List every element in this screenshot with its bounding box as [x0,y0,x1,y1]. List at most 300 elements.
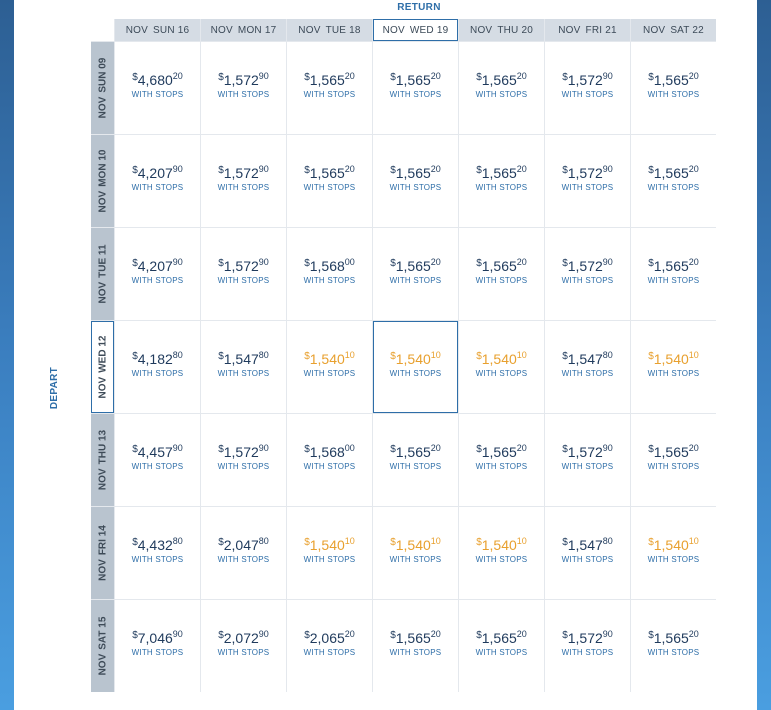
stops-label: WITH STOPS [217,554,270,564]
fare-cell[interactable] [545,135,630,227]
depart-date-label [97,231,108,317]
price-currency: $ [648,71,654,83]
fare-cell[interactable] [631,507,716,599]
fare-cell[interactable] [287,228,372,320]
fare-cell[interactable] [631,600,716,692]
fare-price [132,351,183,368]
fare-cell[interactable] [287,414,372,506]
fare-price [304,537,355,554]
return-day: TUE 18 [325,24,361,36]
fare-cell[interactable] [373,414,458,506]
price-dollars: 4,182 [137,350,173,367]
price-cents: 90 [602,163,613,174]
fare-cell[interactable] [373,135,458,227]
stops-label: WITH STOPS [131,368,184,378]
price-cents: 20 [430,163,441,174]
price-dollars: 1,565 [395,257,431,274]
price-cents: 80 [602,535,613,546]
price-currency: $ [304,257,310,269]
stops-label: WITH STOPS [303,89,356,99]
price-cents: 90 [258,163,269,174]
price-cents: 90 [258,442,269,453]
depart-date-header[interactable] [91,228,114,320]
depart-day: MON 10 [97,149,108,187]
price-dollars: 4,207 [137,257,173,274]
fare-cell[interactable] [545,414,630,506]
return-date-header[interactable] [545,19,630,41]
price-currency: $ [132,71,138,83]
return-axis-label: RETURN [397,2,441,13]
depart-date-header[interactable] [91,321,114,413]
fare-price [132,444,183,461]
depart-month: NOV [97,190,108,213]
stops-label: WITH STOPS [303,368,356,378]
price-currency: $ [476,257,482,269]
stops-label: WITH STOPS [475,182,528,192]
fare-price [562,444,613,461]
return-date-header[interactable] [287,19,372,41]
price-currency: $ [304,164,310,176]
price-dollars: 1,540 [395,350,431,367]
fare-cell[interactable] [287,507,372,599]
fare-price [304,630,355,647]
fare-cell[interactable] [287,321,372,413]
depart-date-header[interactable] [91,135,114,227]
fare-cell[interactable] [459,414,544,506]
fare-cell[interactable] [201,507,286,599]
fare-price [648,258,699,275]
stops-label: WITH STOPS [561,89,614,99]
fare-price [476,537,527,554]
price-cents: 80 [258,535,269,546]
price-dollars: 1,572 [567,164,603,181]
fare-cell[interactable] [459,600,544,692]
price-cents: 90 [172,628,183,639]
fare-cell[interactable] [115,600,200,692]
price-cents: 20 [688,256,699,267]
fare-calendar-panel [14,0,757,710]
price-dollars: 1,572 [223,164,259,181]
fare-price [218,537,269,554]
price-cents: 20 [688,628,699,639]
fare-price [132,258,183,275]
fare-price [562,165,613,182]
price-currency: $ [476,350,482,362]
stops-label: WITH STOPS [647,368,700,378]
price-dollars: 1,540 [653,536,689,553]
price-dollars: 1,540 [481,536,517,553]
price-currency: $ [304,536,310,548]
price-dollars: 1,547 [567,350,603,367]
stops-label: WITH STOPS [131,89,184,99]
fare-price [132,630,183,647]
stops-label: WITH STOPS [131,461,184,471]
fare-cell[interactable] [287,600,372,692]
return-month: NOV [382,24,405,36]
fare-price [390,72,441,89]
stops-label: WITH STOPS [647,461,700,471]
price-currency: $ [304,443,310,455]
return-day: WED 19 [409,24,449,36]
fare-price [562,351,613,368]
return-day: THU 20 [497,24,533,36]
depart-month: NOV [97,96,108,119]
price-currency: $ [218,71,224,83]
fare-price [562,630,613,647]
price-cents: 00 [344,256,355,267]
depart-date-label [97,417,108,503]
price-cents: 00 [344,442,355,453]
fare-cell[interactable] [373,600,458,692]
fare-cell[interactable] [545,321,630,413]
fare-cell[interactable] [459,507,544,599]
return-date-header[interactable] [631,19,716,41]
price-dollars: 4,680 [137,71,173,88]
stops-label: WITH STOPS [561,647,614,657]
fare-cell[interactable] [115,507,200,599]
fare-cell[interactable] [631,42,716,134]
price-dollars: 1,565 [653,257,689,274]
price-cents: 90 [602,256,613,267]
price-dollars: 1,540 [309,350,345,367]
fare-price [476,72,527,89]
fare-cell[interactable] [201,414,286,506]
stops-label: WITH STOPS [217,182,270,192]
fare-price [218,258,269,275]
price-dollars: 1,565 [395,443,431,460]
fare-cell[interactable] [545,600,630,692]
stops-label: WITH STOPS [217,461,270,471]
depart-date-header[interactable] [91,507,114,599]
fare-price [648,165,699,182]
return-date-header[interactable] [201,19,286,41]
price-dollars: 1,565 [653,71,689,88]
depart-month: NOV [97,376,108,399]
price-dollars: 1,547 [567,536,603,553]
fare-cell[interactable] [373,321,458,413]
price-currency: $ [476,164,482,176]
price-dollars: 1,572 [567,71,603,88]
stops-label: WITH STOPS [389,89,442,99]
fare-price [476,630,527,647]
price-dollars: 1,572 [223,443,259,460]
fare-price [304,165,355,182]
price-currency: $ [390,71,396,83]
price-currency: $ [648,350,654,362]
price-currency: $ [132,536,138,548]
stops-label: WITH STOPS [217,647,270,657]
price-currency: $ [132,164,138,176]
price-cents: 20 [344,628,355,639]
depart-day: THU 13 [97,429,108,465]
fare-cell[interactable] [545,42,630,134]
depart-month: NOV [97,468,108,491]
fare-cell[interactable] [631,135,716,227]
price-currency: $ [132,350,138,362]
stops-label: WITH STOPS [217,275,270,285]
fare-price [648,630,699,647]
price-dollars: 1,572 [567,257,603,274]
fare-price [132,72,183,89]
stops-label: WITH STOPS [389,554,442,564]
fare-price [132,537,183,554]
stops-label: WITH STOPS [561,275,614,285]
price-dollars: 4,432 [137,536,173,553]
stops-label: WITH STOPS [303,461,356,471]
price-cents: 20 [430,628,441,639]
price-cents: 20 [430,70,441,81]
fare-price [390,351,441,368]
depart-date-header[interactable] [91,414,114,506]
price-currency: $ [476,629,482,641]
fare-price [218,444,269,461]
price-dollars: 1,568 [309,257,345,274]
stops-label: WITH STOPS [303,275,356,285]
price-currency: $ [476,443,482,455]
fare-cell[interactable] [373,42,458,134]
price-cents: 20 [172,70,183,81]
price-dollars: 1,540 [653,350,689,367]
price-cents: 90 [172,256,183,267]
stops-label: WITH STOPS [303,647,356,657]
fare-cell[interactable] [201,321,286,413]
price-cents: 10 [516,349,527,360]
depart-date-label [97,138,108,224]
price-currency: $ [390,350,396,362]
fare-cell[interactable] [201,228,286,320]
depart-day: SAT 15 [97,616,108,650]
price-cents: 90 [602,70,613,81]
price-currency: $ [476,71,482,83]
price-dollars: 1,565 [395,71,431,88]
price-cents: 80 [172,535,183,546]
price-currency: $ [304,629,310,641]
price-dollars: 1,540 [481,350,517,367]
fare-price [132,165,183,182]
price-currency: $ [132,257,138,269]
price-cents: 20 [430,256,441,267]
fare-price [648,351,699,368]
price-dollars: 1,565 [481,164,517,181]
fare-cell[interactable] [287,42,372,134]
depart-day: TUE 11 [97,244,108,278]
fare-cell[interactable] [115,135,200,227]
depart-date-header[interactable] [91,42,114,134]
stops-label: WITH STOPS [475,89,528,99]
price-cents: 20 [516,256,527,267]
fare-price [648,537,699,554]
return-date-header[interactable] [459,19,544,41]
price-cents: 80 [172,349,183,360]
fare-cell[interactable] [373,507,458,599]
price-dollars: 1,565 [395,629,431,646]
price-cents: 20 [516,442,527,453]
price-currency: $ [218,629,224,641]
price-cents: 20 [516,70,527,81]
fare-cell[interactable] [201,135,286,227]
stops-label: WITH STOPS [389,647,442,657]
fare-grid [91,19,716,692]
price-currency: $ [562,257,568,269]
price-currency: $ [390,443,396,455]
price-cents: 20 [688,163,699,174]
price-currency: $ [648,257,654,269]
price-currency: $ [218,257,224,269]
fare-price [476,351,527,368]
price-cents: 90 [602,442,613,453]
fare-cell[interactable] [287,135,372,227]
price-cents: 20 [430,442,441,453]
price-cents: 90 [258,256,269,267]
price-dollars: 4,457 [137,443,173,460]
price-cents: 10 [688,349,699,360]
price-currency: $ [648,536,654,548]
fare-cell[interactable] [459,135,544,227]
price-currency: $ [218,350,224,362]
price-dollars: 1,565 [481,257,517,274]
price-currency: $ [476,536,482,548]
price-currency: $ [218,164,224,176]
price-dollars: 1,565 [309,164,345,181]
price-dollars: 1,565 [653,164,689,181]
fare-cell[interactable] [201,600,286,692]
fare-price [390,258,441,275]
fare-cell[interactable] [459,228,544,320]
price-dollars: 1,565 [481,443,517,460]
fare-cell[interactable] [115,414,200,506]
fare-price [390,630,441,647]
price-dollars: 1,565 [309,71,345,88]
price-currency: $ [562,536,568,548]
price-currency: $ [648,629,654,641]
fare-cell[interactable] [631,321,716,413]
fare-cell[interactable] [115,228,200,320]
fare-cell[interactable] [201,42,286,134]
stops-label: WITH STOPS [131,275,184,285]
fare-price [304,258,355,275]
price-dollars: 1,572 [567,443,603,460]
price-dollars: 7,046 [137,629,173,646]
fare-cell[interactable] [631,228,716,320]
price-currency: $ [648,443,654,455]
stops-label: WITH STOPS [647,647,700,657]
stops-label: WITH STOPS [131,554,184,564]
stops-label: WITH STOPS [303,554,356,564]
price-cents: 10 [688,535,699,546]
fare-cell[interactable] [459,42,544,134]
price-cents: 20 [344,70,355,81]
stops-label: WITH STOPS [217,368,270,378]
return-date-header[interactable] [373,19,458,41]
fare-price [476,258,527,275]
stops-label: WITH STOPS [647,275,700,285]
fare-price [218,630,269,647]
price-cents: 90 [172,442,183,453]
price-dollars: 1,565 [481,71,517,88]
price-dollars: 1,565 [653,443,689,460]
depart-date-header[interactable] [91,600,114,692]
fare-cell[interactable] [545,228,630,320]
price-currency: $ [390,164,396,176]
price-cents: 80 [258,349,269,360]
stops-label: WITH STOPS [389,182,442,192]
stops-label: WITH STOPS [303,182,356,192]
price-dollars: 1,540 [309,536,345,553]
stops-label: WITH STOPS [389,275,442,285]
return-day: SUN 16 [153,24,190,36]
fare-cell[interactable] [459,321,544,413]
stops-label: WITH STOPS [389,461,442,471]
stops-label: WITH STOPS [389,368,442,378]
return-day: FRI 21 [585,24,617,36]
depart-day: FRI 14 [97,525,108,556]
stops-label: WITH STOPS [647,182,700,192]
depart-month: NOV [97,559,108,581]
price-dollars: 1,540 [395,536,431,553]
fare-cell[interactable] [115,42,200,134]
price-currency: $ [218,536,224,548]
fare-price [648,72,699,89]
price-currency: $ [390,257,396,269]
depart-axis-label: DEPART [49,366,60,410]
fare-cell[interactable] [631,414,716,506]
price-currency: $ [132,629,138,641]
fare-price [218,351,269,368]
price-cents: 10 [344,349,355,360]
fare-cell[interactable] [545,507,630,599]
price-cents: 20 [688,70,699,81]
fare-cell[interactable] [373,228,458,320]
fare-price [476,165,527,182]
price-cents: 10 [516,535,527,546]
price-dollars: 1,572 [223,257,259,274]
price-dollars: 1,572 [567,629,603,646]
stops-label: WITH STOPS [561,554,614,564]
price-dollars: 1,572 [223,71,259,88]
fare-price [218,72,269,89]
grid-corner [91,19,114,41]
return-month: NOV [125,24,149,36]
fare-price [648,444,699,461]
return-day: MON 17 [237,24,277,36]
return-month: NOV [470,24,493,36]
stops-label: WITH STOPS [647,554,700,564]
price-currency: $ [562,443,568,455]
price-currency: $ [304,350,310,362]
price-dollars: 4,207 [137,164,173,181]
stops-label: WITH STOPS [217,89,270,99]
depart-date-label [97,510,108,596]
depart-month: NOV [97,281,108,304]
stops-label: WITH STOPS [647,89,700,99]
fare-price [390,444,441,461]
return-date-header[interactable] [115,19,200,41]
price-currency: $ [390,536,396,548]
price-cents: 10 [430,535,441,546]
fare-price [562,258,613,275]
price-dollars: 1,547 [223,350,259,367]
stops-label: WITH STOPS [561,182,614,192]
depart-date-label [97,324,108,410]
price-dollars: 2,065 [309,629,345,646]
depart-date-label [97,603,108,689]
fare-price [476,444,527,461]
return-month: NOV [643,24,666,36]
stops-label: WITH STOPS [475,461,528,471]
price-cents: 80 [602,349,613,360]
price-cents: 20 [516,628,527,639]
fare-cell[interactable] [115,321,200,413]
